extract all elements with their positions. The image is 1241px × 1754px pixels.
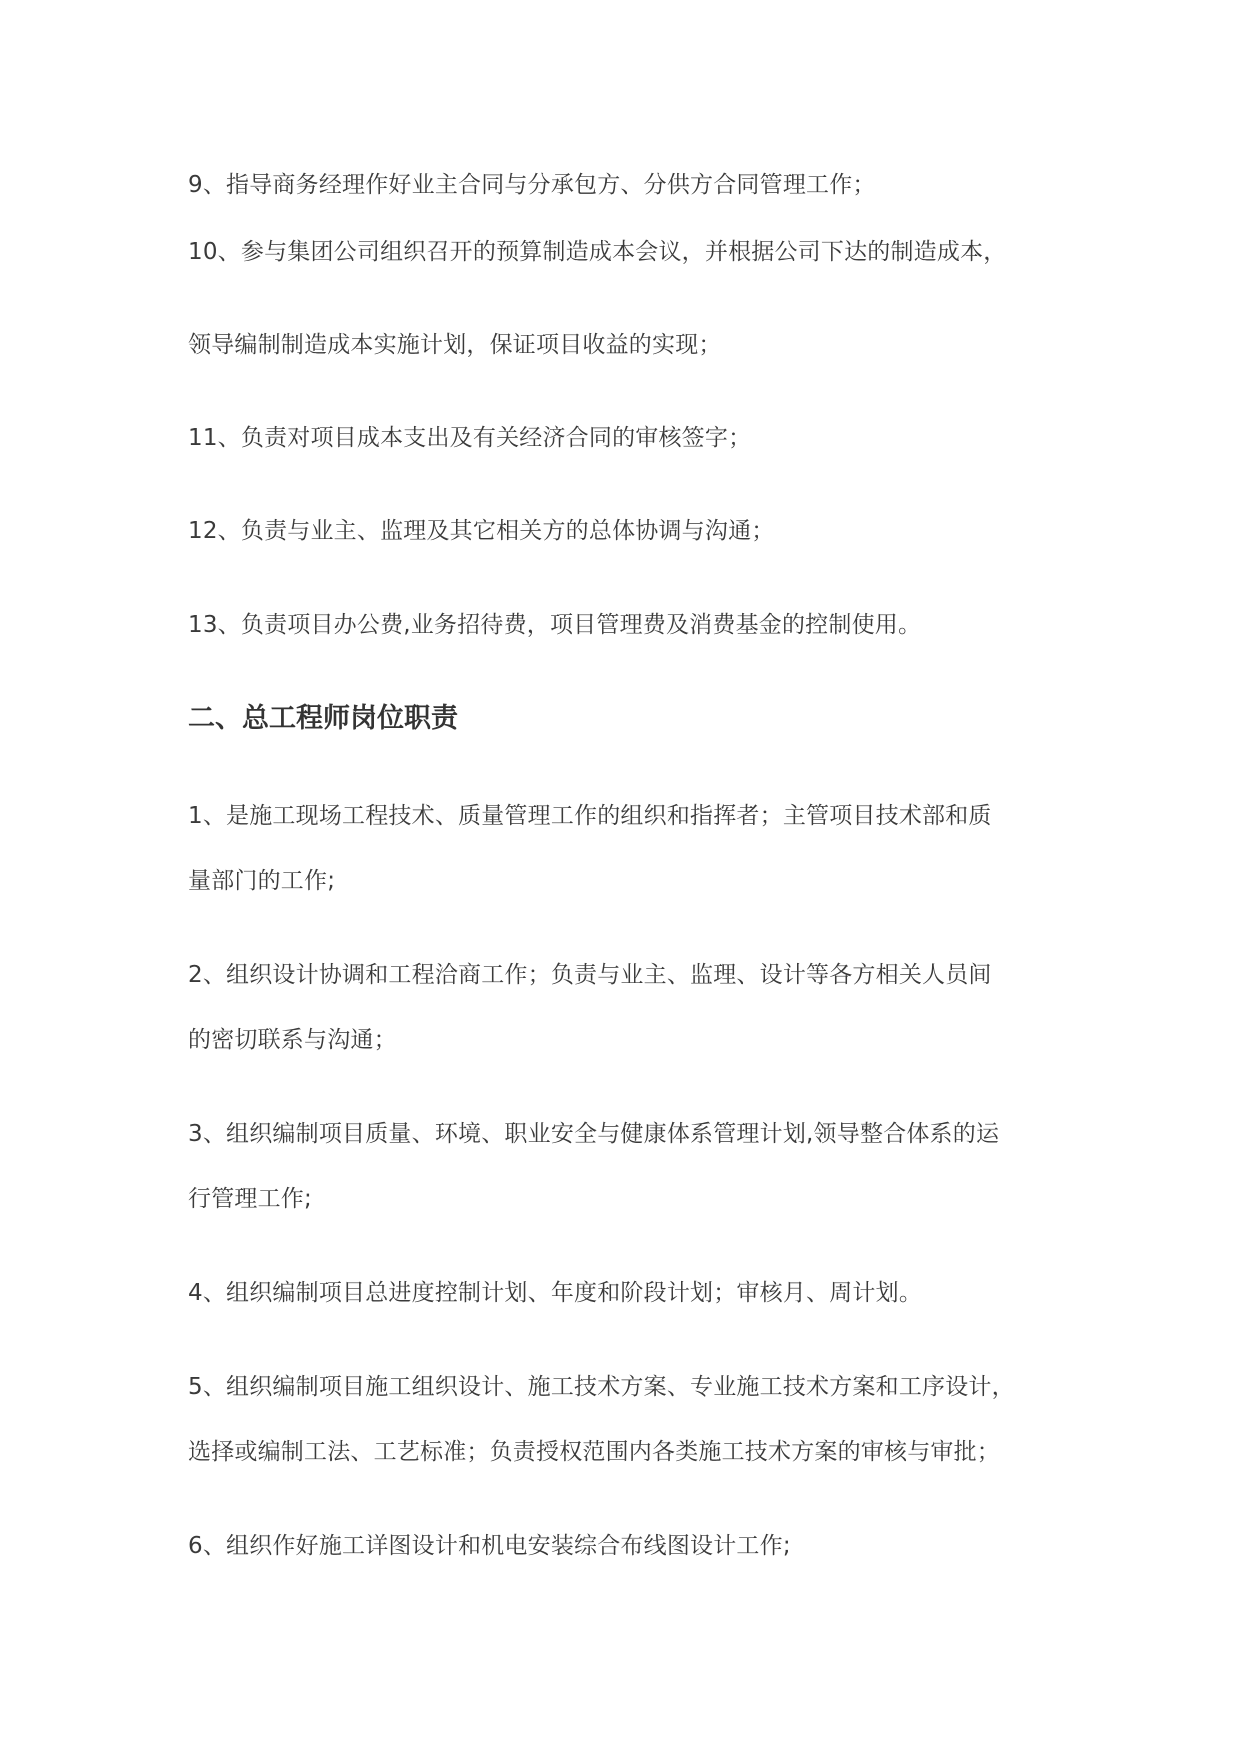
- section-2-item-1-line-1: 1、是施工现场工程技术、质量管理工作的组织和指挥者；主管项目技术部和质: [188, 803, 992, 829]
- section-2-item-3-line-1: 3、组织编制项目质量、环境、职业安全与健康体系管理计划,领导整合体系的运: [188, 1121, 1000, 1147]
- section-2-item-2-line-1: 2、组织设计协调和工程洽商工作；负责与业主、监理、设计等各方相关人员间: [188, 962, 992, 988]
- section-2-item-1-line-2: 量部门的工作;: [188, 868, 336, 894]
- item-11-line-1: 11、负责对项目成本支出及有关经济合同的审核签字；: [188, 425, 752, 451]
- section-2-item-5-line-1: 5、组织编制项目施工组织设计、施工技术方案、专业施工技术方案和工序设计，: [188, 1374, 1015, 1400]
- item-9-line-1: 9、指导商务经理作好业主合同与分承包方、分供方合同管理工作；: [188, 172, 876, 198]
- section-2-heading: 二、总工程师岗位职责: [188, 703, 458, 734]
- item-13-line-1: 13、负责项目办公费,业务招待费，项目管理费及消费基金的控制使用。: [188, 612, 922, 638]
- section-2-item-2-line-2: 的密切联系与沟通；: [188, 1027, 397, 1053]
- section-2-item-5-line-2: 选择或编制工法、工艺标准；负责授权范围内各类施工技术方案的审核与审批；: [188, 1439, 1000, 1465]
- item-12-line-1: 12、负责与业主、监理及其它相关方的总体协调与沟通；: [188, 518, 775, 544]
- section-2-item-3-line-2: 行管理工作;: [188, 1186, 312, 1212]
- item-10-line-2: 领导编制制造成本实施计划，保证项目收益的实现；: [188, 332, 722, 358]
- item-10-line-1: 10、参与集团公司组织召开的预算制造成本会议，并根据公司下达的制造成本，: [188, 239, 1007, 265]
- section-2-item-4-line-1: 4、组织编制项目总进度控制计划、年度和阶段计划；审核月、周计划。: [188, 1280, 923, 1306]
- section-2-item-6-line-1: 6、组织作好施工详图设计和机电安装综合布线图设计工作;: [188, 1533, 791, 1559]
